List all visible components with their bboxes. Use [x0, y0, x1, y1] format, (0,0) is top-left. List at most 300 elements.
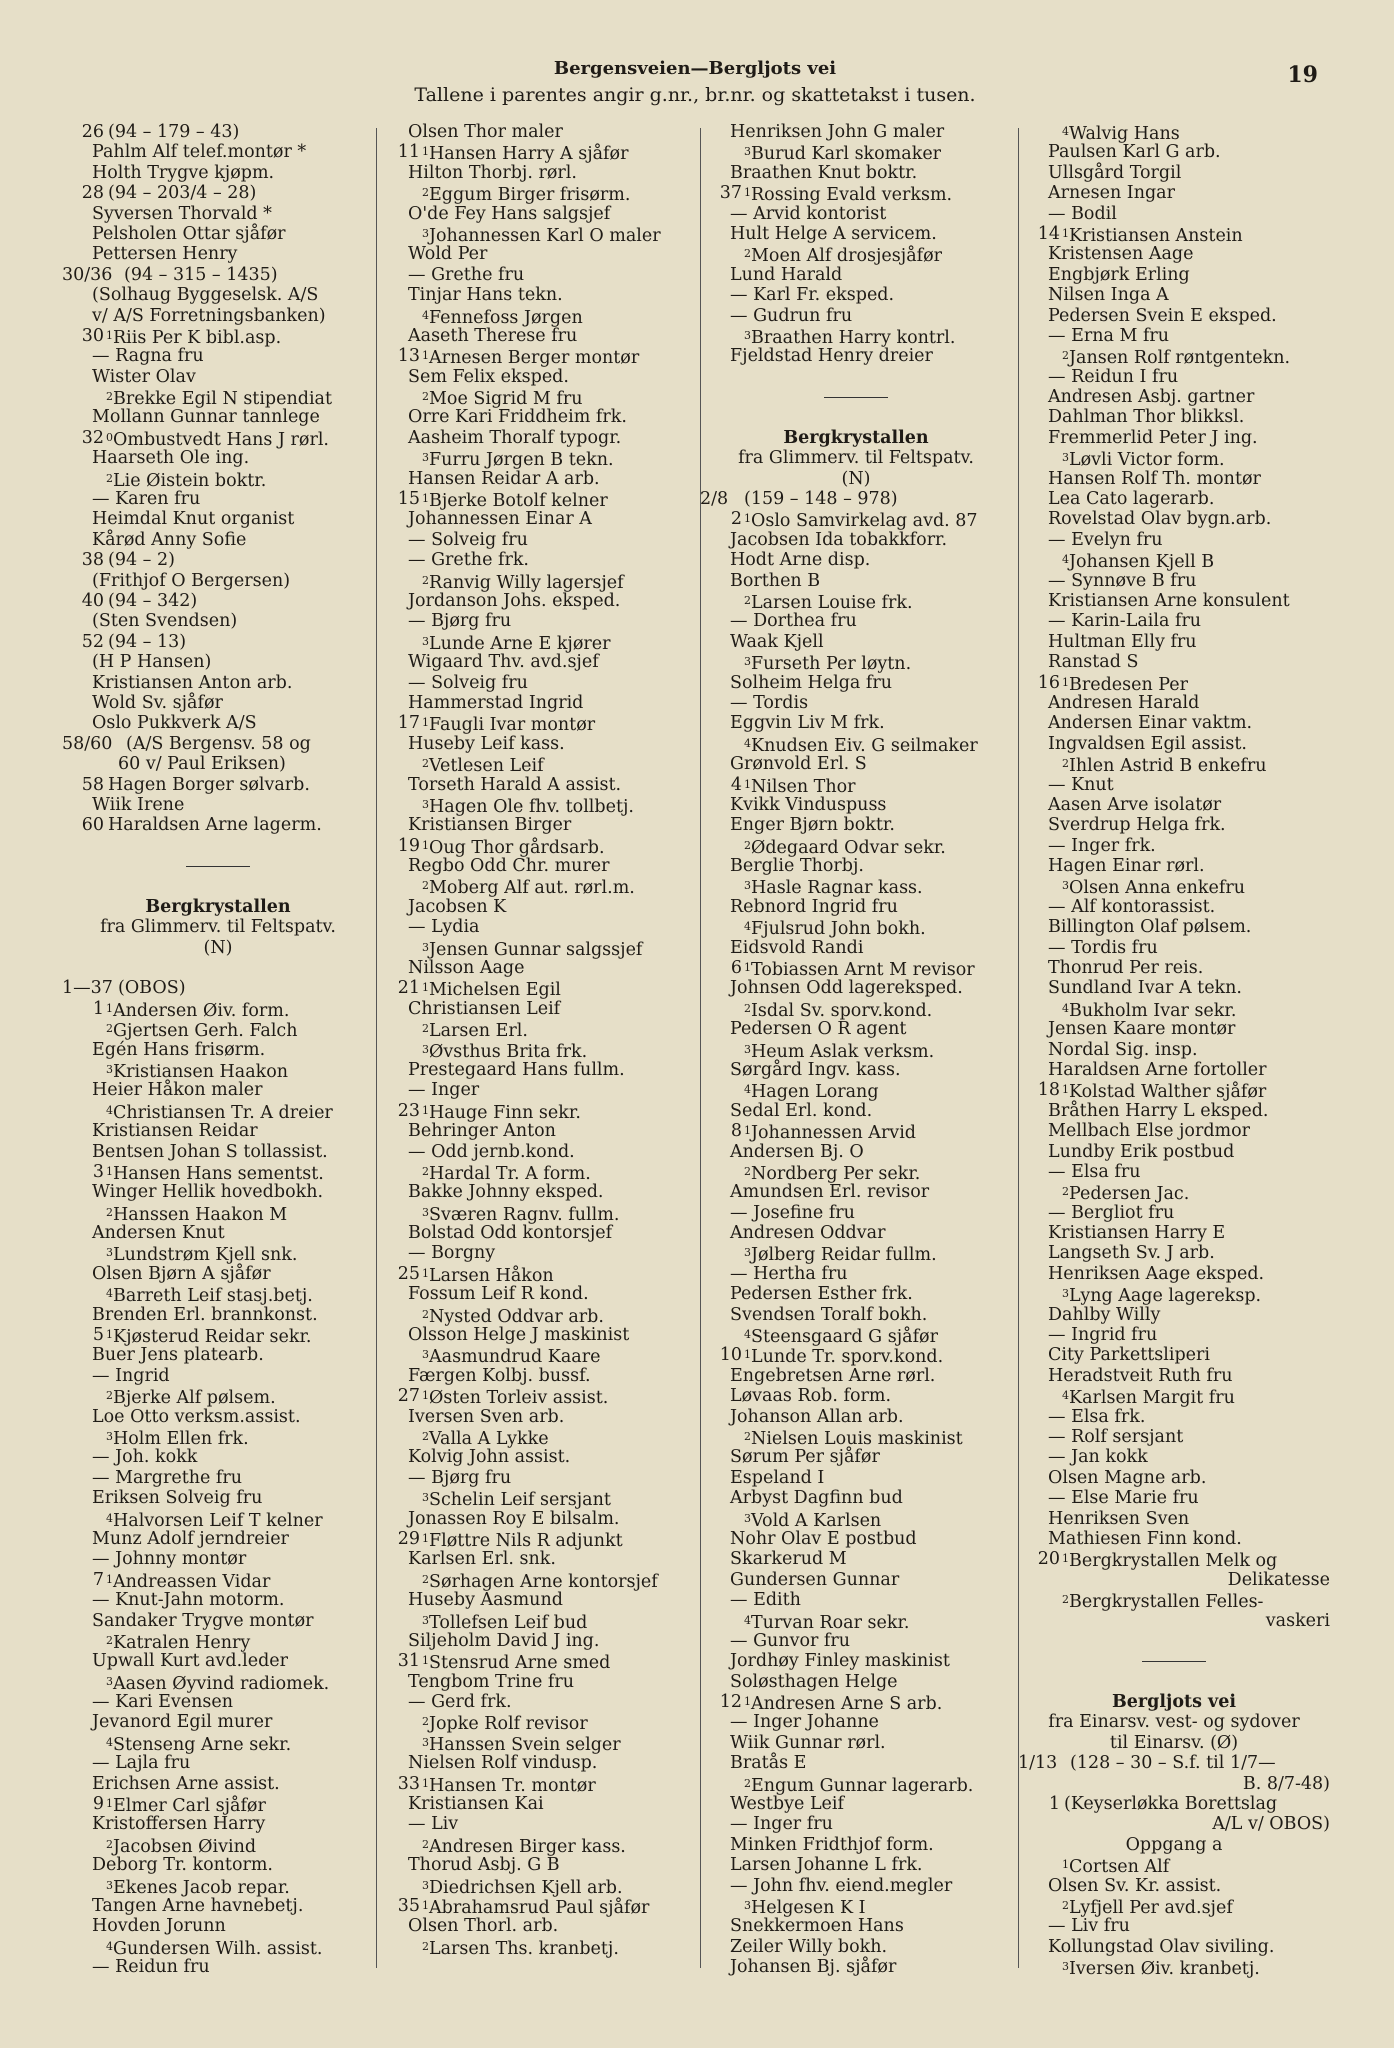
house-number: 3: [92, 1161, 104, 1182]
entrance-marker: 1: [106, 1328, 113, 1342]
directory-entry: [1018, 1937, 1330, 1957]
directory-entry: [1018, 754, 1330, 777]
entry-name: Diedrichsen Kjell arb.: [429, 1877, 623, 1898]
directory-entry: [700, 1060, 1012, 1080]
entry-text: Sverdrup Helga frk.: [1048, 815, 1226, 836]
entrance-marker: 1: [1062, 1552, 1069, 1566]
entry-text: [422, 224, 661, 246]
entry-text: [422, 1345, 600, 1367]
house-number: 2: [730, 509, 742, 530]
entry-text: [744, 775, 856, 797]
entry-text: [422, 1264, 554, 1286]
entrance-marker: 3: [744, 1898, 751, 1912]
directory-entry: [378, 1162, 690, 1182]
directory-entry: [1018, 407, 1330, 427]
entry-text: [106, 1733, 291, 1755]
entry-text: [422, 713, 595, 735]
entry-text: Regbo Odd Chr. murer: [408, 856, 610, 877]
entry-text: Berglie Thorbj.: [730, 856, 864, 877]
entry-text: — Dorthea fru: [730, 611, 857, 632]
entry-text: — Elsa fru: [1048, 1161, 1141, 1182]
house-number: 15: [397, 489, 420, 510]
entrance-marker: 3: [422, 226, 429, 240]
directory-entry: [378, 244, 690, 264]
entry-text: (94 – 342): [108, 590, 198, 611]
entry-text: Johnsen Odd lagereksped.: [730, 978, 963, 999]
entrance-marker: 1: [106, 328, 113, 342]
entry-text: Zeiler Willy bokh.: [730, 1936, 888, 1957]
directory-entry: [378, 1447, 690, 1467]
entry-text: Pettersen Henry: [92, 244, 238, 265]
directory-entry: [62, 1101, 374, 1121]
directory-entry: [700, 1855, 1012, 1875]
directory-entry: [62, 1957, 374, 1977]
directory-entry: [378, 1896, 690, 1916]
entry-text: — Ingrid fru: [1048, 1325, 1158, 1346]
directory-entry: [1018, 1957, 1330, 1980]
directory-entry: [700, 1651, 1012, 1671]
entry-name: Moberg Alf aut. rørl.m.: [429, 878, 635, 899]
entry-text: [422, 1427, 549, 1449]
entry-name: Schelin Leif sersjant: [429, 1490, 611, 1511]
entry-text: Wister Olav: [92, 366, 196, 387]
directory-entry: [700, 1325, 1012, 1348]
directory-entry: [62, 1692, 374, 1712]
directory-entry: [378, 713, 690, 736]
entry-text: Andresen Harald: [1048, 692, 1200, 713]
directory-entry: [62, 632, 374, 652]
entry-name: Hansen Harry A sjåfør: [429, 144, 629, 165]
directory-entry: [62, 917, 374, 937]
entry-text: — Tordis: [730, 692, 809, 713]
entrance-marker: 2: [422, 1164, 429, 1178]
directory-entry: [1018, 1080, 1330, 1103]
directory-entry: [378, 204, 690, 224]
entry-text: Aasen Arve isolatør: [1048, 794, 1222, 815]
entrance-marker: 2: [422, 879, 429, 893]
entry-text: Sandaker Trygve montør: [92, 1610, 314, 1631]
entry-text: [106, 999, 289, 1021]
entry-text: — Erna M fru: [1048, 325, 1170, 346]
directory-entry: [700, 652, 1012, 675]
spacer: [1018, 1631, 1330, 1651]
directory-entry: [62, 428, 374, 448]
directory-entry: [700, 938, 1012, 958]
directory-entry: [700, 1101, 1012, 1121]
entry-text: [1062, 1080, 1266, 1102]
directory-entry: [700, 958, 1012, 981]
entry-text: [1062, 1182, 1189, 1204]
entrance-marker: 1: [422, 145, 429, 159]
entry-text: [744, 1121, 916, 1143]
directory-entry: [700, 1774, 1012, 1794]
entry-text: O'de Fey Hans salgsjef: [408, 203, 611, 224]
directory-entry: [1018, 1876, 1330, 1896]
directory-entry: [378, 1386, 690, 1409]
entry-text: Munz Adolf jerndreier: [92, 1528, 289, 1549]
entry-text: — Liv fru: [1048, 1916, 1130, 1937]
entry-text: Huseby Aasmund: [408, 1590, 563, 1611]
entry-text: Amundsen Erl. revisor: [730, 1182, 930, 1203]
entrance-marker: 3: [422, 1491, 429, 1505]
entry-text: Holth Trygve kjøpm.: [92, 162, 275, 183]
entry-text: [422, 1488, 611, 1510]
entry-text: [106, 387, 332, 409]
entry-name: Faugli Ivar montør: [429, 715, 596, 736]
house-number: 16: [1037, 672, 1060, 693]
entry-text: [422, 1611, 587, 1633]
entry-text: [744, 999, 932, 1021]
entry-text: Tinjar Hans tekn.: [408, 285, 563, 306]
directory-entry: [62, 1121, 374, 1141]
entry-text: Waak Kjell: [730, 631, 824, 652]
entry-text: — Grethe frk.: [408, 550, 529, 571]
directory-entry: [378, 876, 690, 899]
directory-entry: [700, 1121, 1012, 1144]
entrance-marker: 4: [1062, 553, 1069, 567]
directory-entry: [700, 1529, 1012, 1549]
directory-entry: [700, 693, 1012, 713]
entry-text: Mollann Gunnar tannlege: [92, 407, 320, 428]
entry-name: Jensen Gunnar salgssjef: [429, 939, 643, 960]
directory-entry: [1018, 1325, 1330, 1345]
directory-entry: [62, 938, 374, 958]
directory-entry: [700, 1631, 1012, 1651]
directory-entry: [378, 1488, 690, 1511]
entry-text: Karlsen Erl. snk.: [408, 1549, 556, 1570]
spacer: [62, 958, 374, 978]
directory-entry: [700, 1162, 1012, 1182]
entry-text: [422, 1774, 596, 1796]
entry-name: Barreth Leif stasj.betj.: [113, 1286, 313, 1307]
entry-name: Østen Torleiv assist.: [429, 1388, 609, 1409]
entry-text: Fjeldstad Henry dreier: [730, 346, 933, 367]
entry-text: Henriksen Aage eksped.: [1048, 1263, 1265, 1284]
entry-text: Thonrud Per reis.: [1048, 958, 1204, 979]
directory-entry: [1018, 713, 1330, 733]
directory-entry: [700, 611, 1012, 631]
entry-name: Riis Per K bibl.asp.: [113, 327, 282, 348]
entrance-marker: 2: [422, 1939, 429, 1953]
section-heading: [1018, 1692, 1330, 1712]
entry-text: — Kari Evensen: [92, 1692, 233, 1713]
directory-entry: [378, 1692, 690, 1712]
directory-entry: [378, 673, 690, 693]
directory-entry: [378, 1611, 690, 1631]
entry-name: Turvan Roar sekr.: [751, 1612, 910, 1633]
entry-name: Sørhagen Arne kontorsjef: [429, 1571, 658, 1592]
directory-entry: [700, 1142, 1012, 1162]
entry-text: Borthen B: [730, 570, 821, 591]
directory-entry: [700, 1345, 1012, 1368]
directory-entry: [378, 224, 690, 244]
entry-text: (H P Hansen): [92, 652, 212, 673]
house-number: 1—37: [62, 978, 113, 999]
entry-text: Eriksen Solveig fru: [92, 1488, 263, 1509]
entry-text: Olsen Bjørn A sjåfør: [92, 1263, 271, 1284]
entry-text: [744, 734, 978, 756]
spacer: [700, 407, 1012, 427]
directory-entry: [62, 1651, 374, 1671]
entrance-marker: 2: [422, 573, 429, 587]
entrance-marker: 3: [106, 1674, 113, 1688]
entry-text: Løvaas Rob. form.: [730, 1386, 892, 1407]
entry-name: Larsen Håkon: [429, 1265, 554, 1286]
directory-entry: [62, 1794, 374, 1817]
directory-entry: [62, 591, 374, 611]
directory-entry: [700, 550, 1012, 570]
directory-entry: [1018, 1855, 1330, 1878]
entrance-marker: 4: [744, 920, 751, 934]
entry-text: [1062, 448, 1225, 470]
entry-text: Johansen Bj. sjåfør: [730, 1957, 897, 1978]
entry-text: — Grethe fru: [408, 264, 525, 285]
directory-entry: [378, 1794, 690, 1814]
directory-entry: [62, 1712, 374, 1732]
directory-column-4: [1018, 122, 1330, 1978]
entry-text: — Elsa frk.: [1048, 1406, 1146, 1427]
directory-entry: [1018, 1753, 1330, 1773]
entrance-marker: 1: [744, 777, 751, 791]
entry-text: Bergkrystallen: [145, 896, 291, 917]
entrance-marker: 1: [422, 1103, 429, 1117]
entry-name: Andreassen Vidar: [113, 1571, 271, 1592]
entry-text: [422, 1203, 619, 1225]
entry-text: Nilsen Inga A: [1048, 285, 1169, 306]
entry-text: [422, 1101, 581, 1123]
directory-entry: [700, 795, 1012, 815]
entrance-marker: 4: [1062, 1001, 1069, 1015]
entry-text: [744, 326, 955, 348]
entry-text: Tangen Arne havnebetj.: [92, 1895, 304, 1916]
entry-text: Heier Håkon maler: [92, 1080, 263, 1101]
entry-text: Mellbach Else jordmor: [1048, 1121, 1251, 1142]
directory-entry: [700, 163, 1012, 183]
entry-text: [1062, 1284, 1261, 1306]
entrance-marker: 4: [106, 1511, 113, 1525]
directory-entry: [700, 1753, 1012, 1773]
directory-entry: [62, 1672, 374, 1692]
entrance-marker: 1: [1062, 1083, 1069, 1097]
directory-entry: [700, 1427, 1012, 1447]
directory-entry: [1018, 1549, 1330, 1572]
directory-entry: [1018, 999, 1330, 1019]
directory-entry: [700, 346, 1012, 366]
house-number: 1: [92, 998, 104, 1019]
directory-entry: [378, 938, 690, 958]
directory-entry: [1018, 1712, 1330, 1732]
entry-text: (N): [841, 468, 871, 489]
entry-name: Arnesen Berger montør: [429, 348, 640, 369]
directory-entry: [62, 1570, 374, 1590]
entry-text: [422, 754, 544, 776]
entry-text: Torseth Harald A assist.: [408, 774, 622, 795]
entry-text: [1062, 999, 1236, 1021]
entry-text: [744, 1040, 934, 1062]
entry-text: [1062, 754, 1266, 776]
entrance-marker: 3: [744, 1042, 751, 1056]
directory-entry: [378, 978, 690, 1001]
entry-text: [744, 1896, 866, 1918]
entry-text: (Keyserløkka Borettslag: [1064, 1794, 1278, 1815]
directory-entry: [62, 1142, 374, 1162]
directory-entry: [700, 1040, 1012, 1060]
entry-name: Tobiassen Arnt M revisor: [751, 960, 975, 981]
entry-text: [422, 1386, 608, 1408]
entry-text: Gundersen Gunnar: [730, 1569, 900, 1590]
directory-entry: [700, 673, 1012, 693]
directory-entry: [62, 1529, 374, 1549]
directory-entry: [1018, 876, 1330, 899]
house-number: 5: [92, 1325, 104, 1346]
directory-entry: [700, 775, 1012, 795]
directory-entry: [378, 1570, 690, 1590]
entry-text: Fossum Leif R kond.: [408, 1284, 589, 1305]
entry-name: Løvli Victor form.: [1069, 450, 1225, 471]
entrance-marker: 3: [106, 1062, 113, 1076]
entry-text: Ranstad S: [1048, 652, 1139, 673]
directory-entry: [378, 611, 690, 631]
directory-entry: [700, 489, 1012, 509]
entrance-marker: 1: [1062, 1858, 1069, 1872]
directory-entry: [378, 1182, 690, 1202]
directory-entry: [62, 1937, 374, 1957]
directory-entry: [378, 1243, 690, 1263]
entry-text: [744, 244, 942, 266]
entry-text: [744, 1774, 973, 1796]
entry-name: Michelsen Egil: [429, 980, 561, 1001]
entrance-marker: 3: [422, 1613, 429, 1627]
entry-name: Jølberg Reidar fullm.: [751, 1245, 937, 1266]
entry-text: [422, 1835, 626, 1857]
entry-name: Nordberg Per sekr.: [751, 1163, 921, 1184]
entry-text: [106, 1284, 313, 1306]
entry-text: Brenden Erl. brannkonst.: [92, 1304, 318, 1325]
directory-entry: [62, 163, 374, 183]
entry-text: [744, 1243, 937, 1265]
entry-text: Wold Sv. sjåfør: [92, 692, 223, 713]
entrance-marker: 2: [744, 1001, 751, 1015]
house-number: 13: [397, 346, 420, 367]
directory-entry: [1018, 428, 1330, 448]
entry-text: Rovelstad Olav bygn.arb.: [1048, 509, 1272, 530]
directory-entry: [700, 326, 1012, 346]
entry-name: Fjulsrud John bokh.: [751, 919, 926, 940]
entry-text: Mathiesen Finn kond.: [1048, 1528, 1242, 1549]
entry-name: Brekke Egil N stipendiat: [113, 389, 333, 410]
entrance-marker: 4: [422, 308, 429, 322]
entry-name: Heum Aslak verksm.: [751, 1041, 935, 1062]
directory-entry: [1018, 1203, 1330, 1223]
entry-text: Bakke Johnny eksped.: [408, 1182, 604, 1203]
entrance-marker: 3: [1062, 451, 1069, 465]
entry-text: Orre Kari Friddheim frk.: [408, 407, 627, 428]
entrance-marker: 1: [422, 492, 429, 506]
entry-name: Nielsen Louis maskinist: [751, 1429, 963, 1449]
entry-name: Kristiansen Haakon: [113, 1061, 289, 1082]
entry-text: [744, 183, 952, 205]
house-number: 14: [1037, 223, 1060, 244]
entry-name: Sværen Ragnv. fullm.: [429, 1204, 620, 1225]
entry-text: Snekkermoen Hans: [730, 1916, 904, 1937]
entry-text: Siljeholm David J ing.: [408, 1630, 600, 1651]
entry-name: Katralen Henry: [113, 1632, 251, 1653]
entry-text: Andresen Asbj. gartner: [1048, 387, 1255, 408]
entrance-marker: 1: [106, 1001, 113, 1015]
entrance-marker: 2: [744, 838, 751, 852]
entrance-marker: 1: [422, 1389, 429, 1403]
entry-name: Olsen Anna enkefru: [1069, 878, 1245, 899]
directory-entry: [1018, 306, 1330, 326]
house-number: 28: [81, 183, 104, 204]
entry-text: [106, 1876, 290, 1898]
directory-entry: [62, 1896, 374, 1916]
entry-name: Vold A Karlsen: [751, 1510, 882, 1531]
entry-text: Kristiansen Anton arb.: [92, 672, 293, 693]
entry-text: Westbye Leif: [730, 1794, 844, 1815]
entry-text: — Solveig fru: [408, 529, 528, 550]
entrance-marker: 1: [422, 1266, 429, 1280]
directory-entry: [62, 652, 374, 672]
entry-name: Jopke Rolf revisor: [429, 1714, 588, 1735]
entry-text: Larsen Johanne L frk.: [730, 1855, 923, 1876]
entry-text: Pelsholen Ottar sjåfør: [92, 223, 286, 244]
entrance-marker: 3: [106, 1430, 113, 1443]
directory-entry: [62, 509, 374, 529]
directory-entry: [1018, 367, 1330, 387]
entry-text: [422, 1712, 588, 1734]
entry-text: Erichsen Arne assist.: [92, 1773, 280, 1794]
entrance-marker: 3: [422, 1878, 429, 1892]
entry-text: Bolstad Odd kontorsjef: [408, 1223, 613, 1244]
directory-entry: [1018, 897, 1330, 917]
entry-text: Eidsvold Randi: [730, 937, 864, 958]
entry-text: Nohr Olav E postbud: [730, 1528, 917, 1549]
house-number: 18: [1037, 1080, 1060, 1101]
directory-entry: [700, 1692, 1012, 1715]
directory-entry: [378, 652, 690, 672]
house-number: 33: [397, 1773, 420, 1794]
entry-text: — Tordis fru: [1048, 937, 1158, 958]
entry-name: Kolstad Walther sjåfør: [1069, 1082, 1267, 1103]
entry-text: [106, 1672, 329, 1694]
entry-text: [744, 876, 923, 898]
entry-text: [744, 1345, 943, 1367]
directory-entry: [378, 1407, 690, 1427]
entry-text: Sundland Ivar A tekn.: [1048, 978, 1242, 999]
entry-text: (159 – 148 – 978): [744, 489, 898, 510]
directory-entry: [700, 1794, 1012, 1814]
entry-text: Braathen Knut boktr.: [730, 162, 918, 183]
entrance-marker: 4: [744, 1083, 751, 1097]
entrance-marker: 3: [744, 655, 751, 669]
entry-text: [422, 1570, 658, 1592]
entry-text: — Ingrid: [92, 1365, 170, 1386]
entry-text: [106, 1509, 323, 1531]
entry-text: Upwall Kurt avd.leder: [92, 1651, 289, 1672]
entrance-marker: 2: [1062, 349, 1069, 363]
directory-entry: [1018, 163, 1330, 183]
entry-name: Oslo Samvirkelag avd. 87: [751, 511, 978, 532]
directory-entry: [378, 550, 690, 570]
entry-name: Stenseng Arne sekr.: [113, 1734, 292, 1755]
entry-name: Moen Alf drosjesjåfør: [751, 246, 943, 267]
directory-entry: [1018, 1019, 1330, 1039]
entry-text: Færgen Kolbj. bussf.: [408, 1365, 591, 1386]
entry-text: Olsen Thor maler: [408, 122, 563, 142]
directory-entry: [378, 509, 690, 529]
directory-entry: [1018, 571, 1330, 591]
